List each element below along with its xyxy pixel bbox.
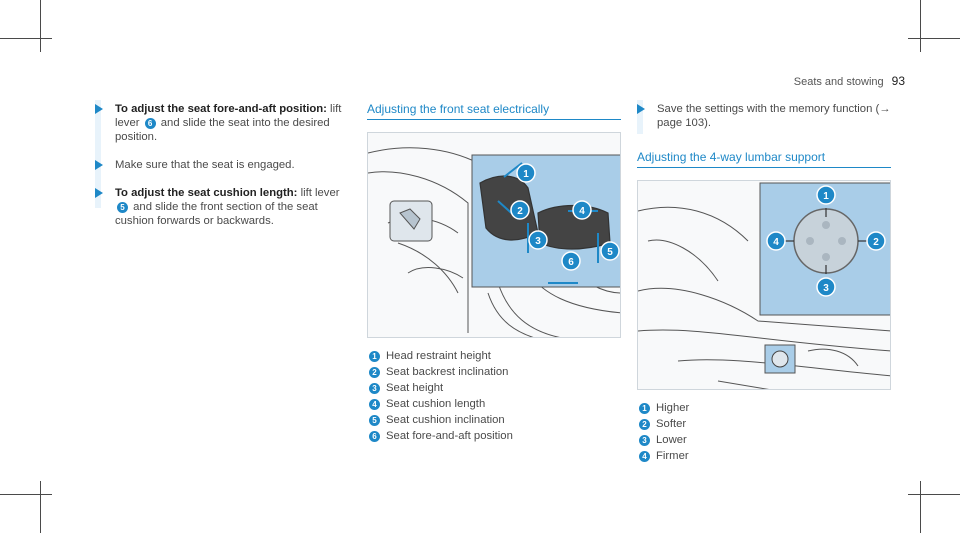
step-engaged: [95, 158, 345, 172]
crop-mark: [908, 38, 960, 39]
lumbar-callout-1-label: 1: [823, 191, 829, 202]
legend-item: [367, 398, 621, 411]
page-number: 93: [891, 74, 905, 88]
crop-mark: [908, 494, 960, 495]
step-arrow-icon: [95, 104, 103, 114]
seat-drawing: [368, 133, 621, 338]
legend-text: Head restraint height: [386, 350, 491, 362]
legend-item: [637, 402, 891, 415]
step-arrow-icon: [95, 160, 103, 170]
lumbar-callout-4-label: 4: [773, 237, 779, 248]
lumbar-legend: [637, 402, 891, 463]
legend-item: [637, 434, 891, 447]
legend-badge: 1: [639, 403, 650, 414]
legend-badge: 2: [639, 419, 650, 430]
section-title: Adjusting the front seat electrically: [367, 102, 621, 120]
step-title: To adjust the seat fore-and-aft position:: [115, 103, 327, 115]
section-name: Seats and stowing: [793, 76, 884, 88]
crop-mark: [0, 494, 52, 495]
legend-text: Seat backrest inclination: [386, 366, 509, 378]
legend-text: Higher: [656, 402, 690, 414]
lumbar-drawing: [638, 181, 891, 390]
legend-item: [367, 430, 621, 443]
callout-badge: 5: [117, 202, 128, 213]
legend-item: [367, 414, 621, 427]
legend-badge: 4: [639, 451, 650, 462]
front-seat-illustration: [367, 132, 621, 338]
legend-text: Lower: [656, 434, 687, 446]
legend-badge: 4: [369, 399, 380, 410]
page-header: [794, 74, 905, 88]
legend-text: Seat height: [386, 382, 444, 394]
step-title: To adjust the seat cushion length:: [115, 187, 298, 199]
legend-item: [367, 350, 621, 363]
legend-badge: 1: [369, 351, 380, 362]
legend-badge: 6: [369, 431, 380, 442]
crop-mark: [920, 481, 921, 533]
middle-column: [367, 102, 621, 446]
lumbar-illustration: [637, 180, 891, 390]
step-text: lift lever: [115, 103, 342, 129]
step-arrow-icon: [637, 104, 645, 114]
lumbar-callout-3-label: 3: [823, 283, 829, 294]
legend-badge: 5: [369, 415, 380, 426]
legend-text: Seat fore-and-aft position: [386, 430, 513, 442]
callout-2-label: 2: [517, 206, 523, 217]
figure-legend: [367, 350, 621, 443]
step-fore-aft: [95, 102, 345, 144]
right-column: [637, 102, 891, 466]
step-save-memory: [637, 102, 891, 130]
step-text: Save the settings with the memory function (: [657, 103, 880, 115]
step-text: Make sure that the seat is engaged.: [115, 159, 295, 171]
legend-text: Softer: [656, 418, 687, 430]
legend-text: Seat cushion length: [386, 398, 486, 410]
legend-item: [367, 366, 621, 379]
crop-mark: [0, 38, 52, 39]
legend-text: Seat cushion inclination: [386, 414, 505, 426]
legend-badge: 3: [639, 435, 650, 446]
callout-1-label: 1: [523, 169, 529, 180]
legend-badge: 2: [369, 367, 380, 378]
step-text: page 103).: [657, 117, 712, 129]
callout-5-label: 5: [607, 247, 613, 258]
crop-mark: [40, 0, 41, 52]
callout-3-label: 3: [535, 236, 541, 247]
step-text: and slide the front section of the seat cushion forwards or backwards.: [115, 201, 318, 227]
crop-mark: [920, 0, 921, 52]
crop-mark: [40, 481, 41, 533]
legend-text: Firmer: [656, 450, 689, 462]
reference-arrow-icon: →: [879, 103, 891, 115]
left-column: [95, 102, 345, 242]
step-arrow-icon: [95, 188, 103, 198]
legend-item: [637, 450, 891, 463]
step-text: lift lever: [297, 187, 340, 199]
callout-badge: 6: [145, 118, 156, 129]
legend-item: [367, 382, 621, 395]
callout-4-label: 4: [579, 206, 585, 217]
legend-item: [637, 418, 891, 431]
lumbar-callout-2-label: 2: [873, 237, 879, 248]
section-title: Adjusting the 4-way lumbar support: [637, 150, 891, 168]
callout-6-label: 6: [568, 257, 574, 268]
step-text: and slide the seat into the desired position.: [115, 117, 330, 143]
step-cushion-length: [95, 186, 345, 228]
legend-badge: 3: [369, 383, 380, 394]
